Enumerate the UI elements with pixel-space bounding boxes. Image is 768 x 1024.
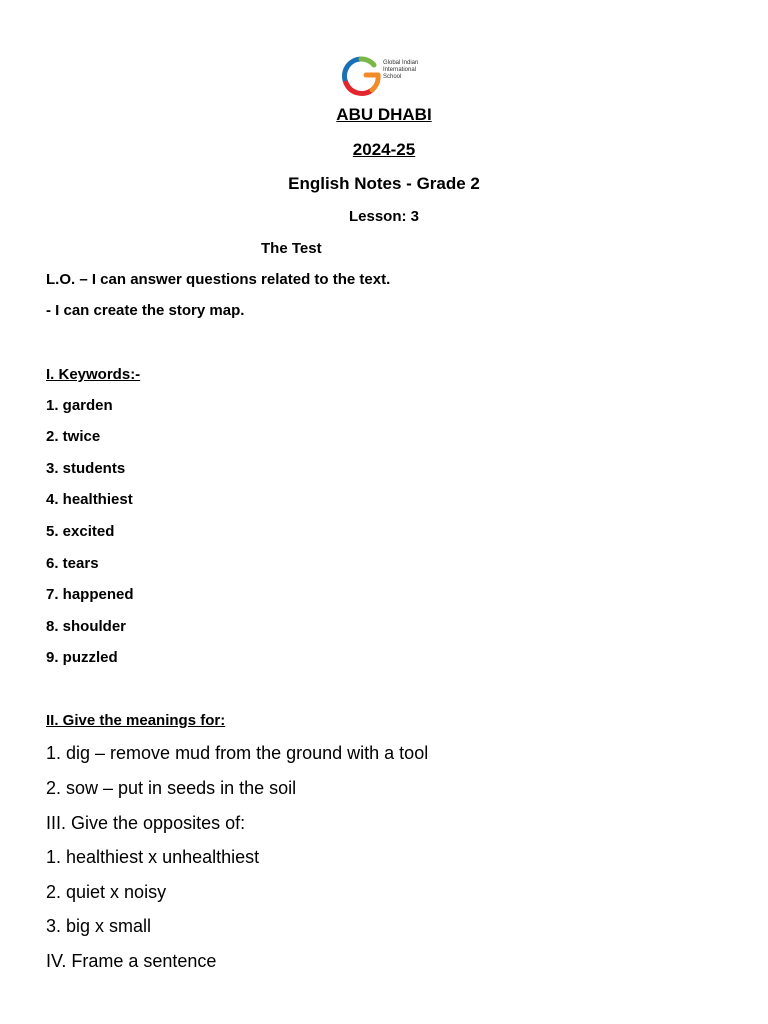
- keyword-item: 3. students: [46, 460, 126, 477]
- keyword-item: 5. excited: [46, 523, 115, 540]
- keyword-item: 4. healthiest: [46, 491, 133, 508]
- opposite-item: 1. healthiest x unhealthiest: [46, 847, 260, 867]
- opposite-item: 3. big x small: [46, 916, 152, 936]
- academic-year: 2024-25: [352, 140, 416, 159]
- keyword-item: 8. shoulder: [46, 618, 127, 635]
- lesson-title: The Test: [261, 240, 322, 257]
- sentence-heading: IV. Frame a sentence: [46, 951, 217, 971]
- meaning-item: 1. dig – remove mud from the ground with a tool: [46, 743, 429, 763]
- lesson-number: Lesson: 3: [348, 208, 420, 225]
- page-title: English Notes - Grade 2: [288, 174, 480, 193]
- school-logo: [340, 55, 430, 97]
- objective-1: L.O. – I can answer questions related to the text.: [46, 271, 391, 288]
- keywords-heading: I. Keywords:-: [46, 366, 141, 383]
- opposite-item: 2. quiet x noisy: [46, 882, 167, 902]
- keyword-item: 9. puzzled: [46, 649, 118, 666]
- school-logo-icon: [340, 55, 382, 97]
- meaning-item: 2. sow – put in seeds in the soil: [46, 778, 297, 798]
- logo-text: Global Indian International School: [383, 60, 419, 80]
- keyword-item: 2. twice: [46, 428, 101, 445]
- keyword-item: 6. tears: [46, 555, 99, 572]
- opposites-heading: III. Give the opposites of:: [46, 813, 246, 833]
- objective-2: - I can create the story map.: [46, 302, 245, 319]
- meanings-heading: II. Give the meanings for:: [46, 712, 226, 729]
- campus-name: ABU DHABI: [336, 105, 432, 124]
- keyword-item: 1. garden: [46, 397, 113, 414]
- keyword-item: 7. happened: [46, 586, 134, 603]
